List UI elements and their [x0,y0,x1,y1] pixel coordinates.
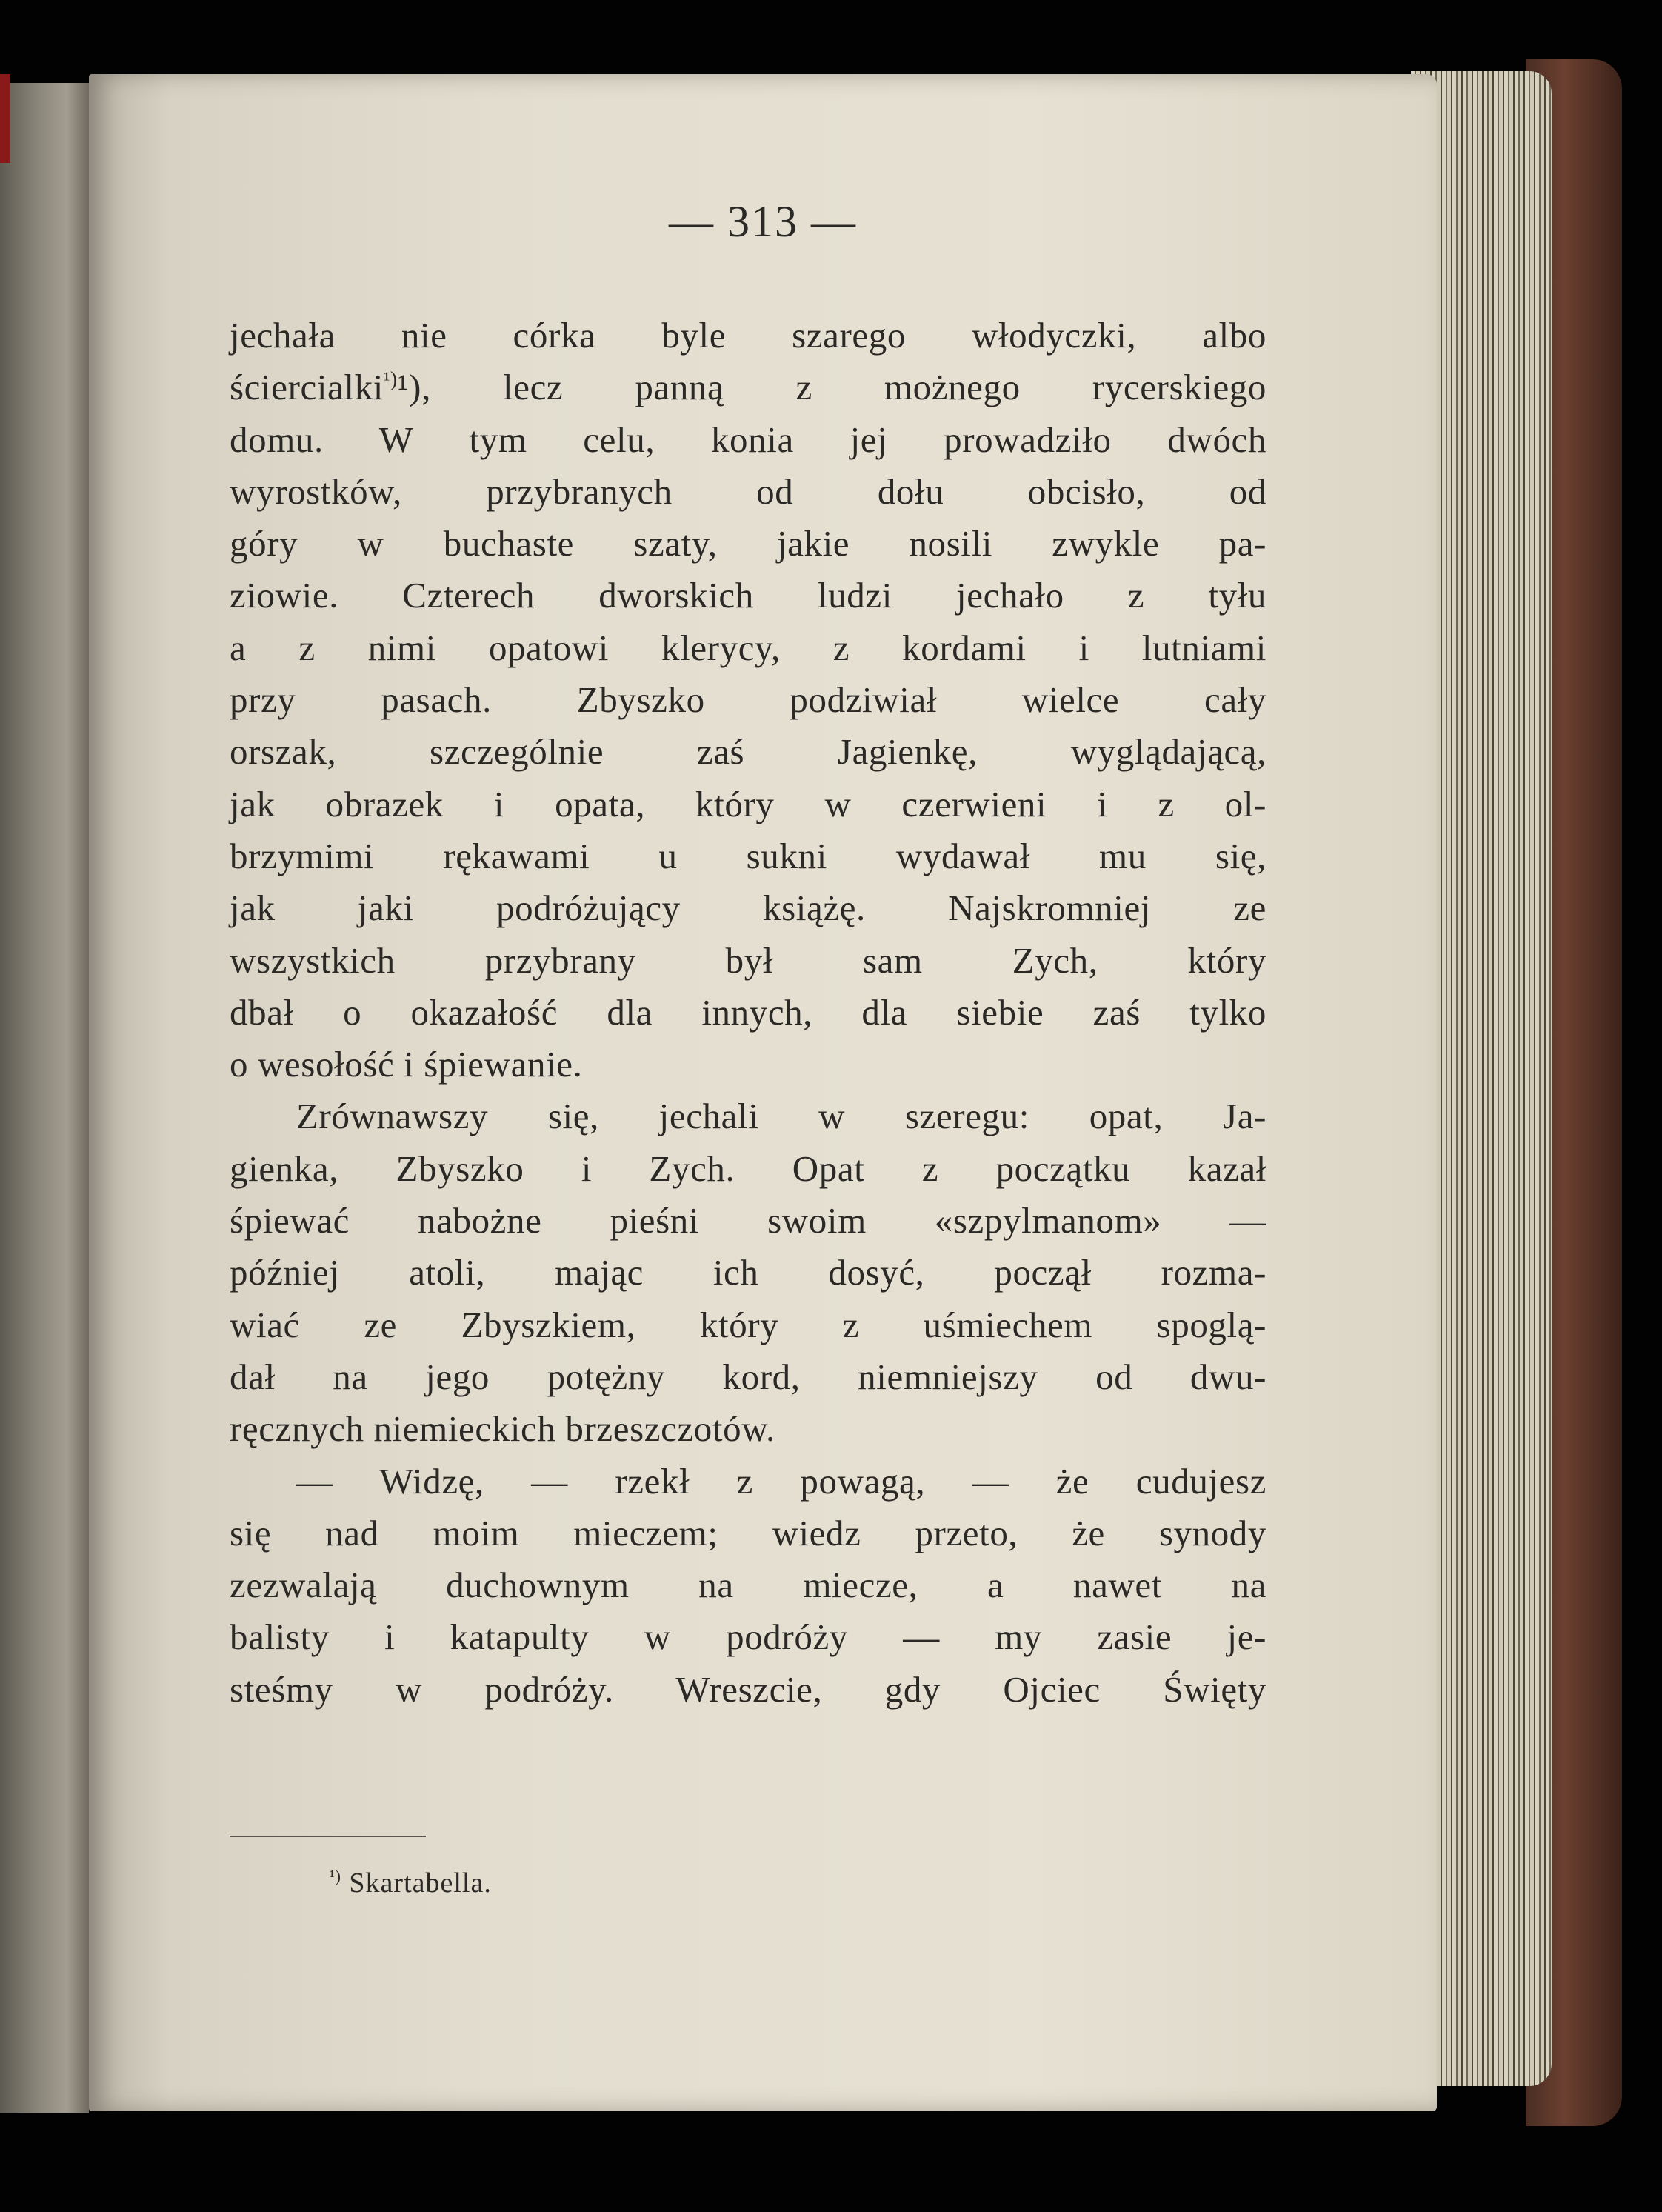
text-line: Zrównawszy się, jechali w szeregu: opat, Ja- [296,1096,1266,1137]
text-line: dał na jego potężny kord, niemniejszy od dwu- [230,1356,1266,1397]
text-line: jechała nie córka byle szarego włodyczki, albo [230,315,1266,356]
text-line: wyrostków, przybranych od dołu obcisło, od [230,470,1266,512]
footnote-marker: ¹) [330,1867,341,1885]
text-line: śpiewać nabożne pieśni swoim «szpylmanom» — [230,1200,1266,1242]
footnote [330,1867,492,1899]
text-fragment: ściercialki [230,367,384,408]
text-line: — Widzę, — rzekł z powagą, — że cudujesz [296,1460,1266,1502]
page-number: — 313 — [669,197,857,246]
text-line: dbał o okazałość dla innych, dla siebie zaś tylko [230,991,1266,1033]
text-line: wiać ze Zbyszkiem, który z uśmiechem spoglą- [230,1304,1266,1345]
text-line: się nad moim mieczem; wiedz przeto, że synody [230,1512,1266,1553]
text-line: wszystkich przybrany był sam Zych, który [230,939,1266,981]
text-line: brzymimi rękawami u sukni wydawał mu się, [230,835,1266,876]
text-line: balisty i katapulty w podróży — my zasie je- [230,1616,1266,1658]
text-line: a z nimi opatowi klerycy, z kordami i lutniami [230,627,1266,668]
footnote-divider [230,1836,426,1837]
text-fragment: ¹), lecz panną z możnego rycerskiego [397,367,1266,408]
text-line: orszak, szczególnie zaś Jagienkę, wyglądającą, [230,731,1266,773]
text-line: gienka, Zbyszko i Zych. Opat z początku kazał [230,1147,1266,1189]
text-line: przy pasach. Zbyszko podziwiał wielce cały [230,679,1266,721]
text-line: góry w buchaste szaty, jakie nosili zwykle pa- [230,523,1266,564]
footnote-ref: ¹) [383,368,398,392]
text-line: o wesołość i śpiewanie. [230,1044,583,1085]
text-line: ręcznych niemieckich brzeszczotów. [230,1408,775,1450]
text-line: zezwalają duchownym na miecze, a nawet na [230,1565,1266,1606]
text-line: ziowie. Czterech dworskich ludzi jechało z tyłu [230,575,1266,616]
body-text [230,310,1266,1716]
text-line: domu. W tym celu, konia jej prowadziło dwóch [230,419,1266,460]
footnote-text: Skartabella. [349,1868,492,1899]
text-line: później atoli, mając ich dosyć, począł rozma- [230,1252,1266,1293]
text-line: jak obrazek i opata, który w czerwieni i z ol- [230,783,1266,824]
left-cover-edge [0,74,10,163]
text-line: steśmy w podróży. Wreszcie, gdy Ojciec Święty [230,1668,1266,1710]
text-line-with-footnote-ref [230,362,1266,413]
text-line: jak jaki podróżujący książę. Najskromniej ze [230,887,1266,929]
book-page [89,74,1437,2111]
left-page-edge [0,83,89,2113]
